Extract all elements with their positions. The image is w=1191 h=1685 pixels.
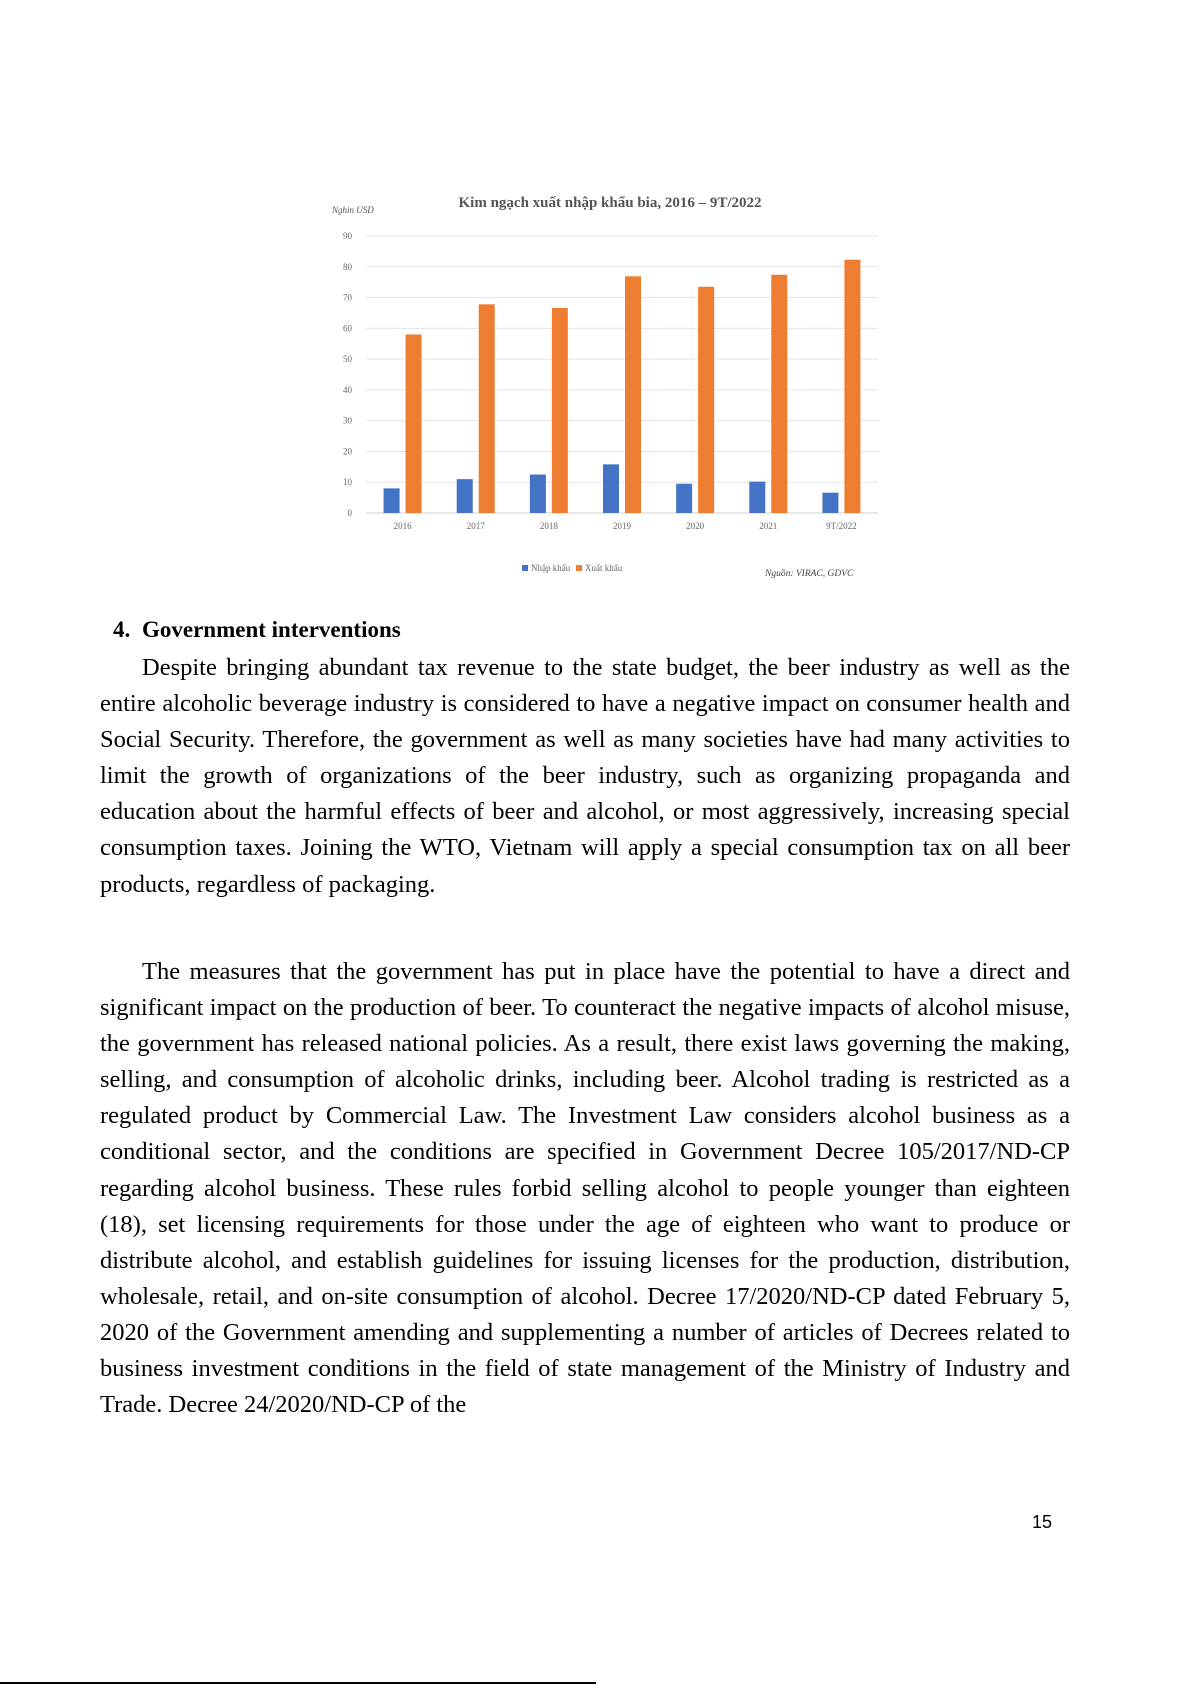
section-heading	[113, 617, 401, 643]
y-tick-label: 0	[347, 508, 352, 518]
y-axis-ticks	[343, 231, 353, 518]
y-tick-label: 80	[343, 261, 352, 272]
bar-nhap-khau	[457, 479, 473, 513]
bar-xuat-khau	[479, 304, 495, 513]
bar-xuat-khau	[625, 276, 641, 513]
x-tick-label: 2018	[539, 521, 558, 531]
legend-label: Xuất khẩu	[585, 563, 623, 573]
bar-nhap-khau	[749, 482, 765, 513]
y-tick-label: 20	[343, 446, 352, 457]
source-note: Nguồn: VIRAC, GDVC	[765, 569, 854, 579]
x-axis-ticks	[394, 521, 857, 531]
y-tick-label: 90	[343, 231, 352, 241]
x-tick-label: 2017	[466, 521, 485, 531]
page-number: 15	[1032, 1512, 1053, 1532]
bar-xuat-khau	[406, 334, 422, 513]
y-tick-label: 40	[343, 384, 352, 395]
y-tick-label: 50	[343, 354, 352, 365]
y-tick-label: 10	[343, 477, 352, 488]
paragraph: Despite bringing abundant tax revenue to the state budget, the beer industry as well as the entire alcoholic beverage industry is considered to have a negative impact on consumer health and Social Security. Therefore, the government as well as many societies have had many activities to limit the growth of organizations of the beer industry, such as organizing propaganda and education about the harmful effects of beer and alcohol, or most aggressively, increasing special consumption taxes. Joining the WTO, Vietnam will apply a special consumption tax on all beer products, regardless of packaging.	[100, 654, 1070, 898]
chart-title: Kim ngạch xuất nhập khẩu bia, 2016 – 9T/2022	[458, 195, 762, 211]
y-tick-label: 30	[343, 415, 352, 426]
legend	[522, 563, 623, 573]
legend-swatch	[576, 565, 582, 571]
gridlines	[366, 236, 878, 513]
section-number: 4.	[113, 617, 131, 642]
bar-nhap-khau	[603, 464, 619, 513]
bar-nhap-khau	[530, 475, 546, 513]
x-tick-label: 2020	[686, 521, 705, 531]
bar-xuat-khau	[698, 287, 714, 513]
y-tick-label: 70	[343, 292, 352, 303]
section-title: Government interventions	[142, 617, 401, 642]
paragraph: The measures that the government has put in place have the potential to have a direct and significant impact on the production of beer. To counteract the negative impacts of alcohol misuse, the government has released national policies. As a result, there exist laws governing the making, selling, and consumption of alcoholic drinks, including beer. Alcohol trading is restricted as a regulated product by Commercial Law. The Investment Law considers alcohol business as a conditional sector, and the conditions are specified in Government Decree 105/2017/ND-CP regarding alcohol business. These rules forbid selling alcohol to people younger than eighteen (18), set licensing requirements for those under the age of eighteen who want to produce or distribute alcohol, and establish guidelines for issuing licenses for the production, distribution, wholesale, retail, and on-site consumption of alcohol. Decree 17/2020/ND-CP dated February 5, 2020 of the Government amending and supplementing a number of articles of Decrees related to business investment conditions in the field of state management of the Ministry of Industry and Trade. Decree 24/2020/ND-CP of the	[100, 958, 1070, 1419]
y-tick-label: 60	[343, 323, 352, 334]
x-tick-label: 9T/2022	[826, 521, 857, 531]
x-tick-label: 2021	[759, 521, 778, 531]
bar-xuat-khau	[771, 275, 787, 513]
bar-chart	[320, 195, 900, 590]
bar-nhap-khau	[676, 484, 692, 513]
x-tick-label: 2016	[393, 521, 412, 531]
y-axis-unit-label: Nghìn USD	[332, 205, 374, 215]
x-tick-label: 2019	[613, 521, 631, 531]
legend-swatch	[522, 565, 528, 571]
bar-xuat-khau	[552, 308, 568, 513]
legend-label: Nhập khẩu	[531, 563, 571, 573]
bar-xuat-khau	[844, 260, 860, 513]
bar-nhap-khau	[384, 488, 400, 513]
bar-nhap-khau	[822, 493, 838, 513]
footnote-separator	[0, 1682, 596, 1684]
